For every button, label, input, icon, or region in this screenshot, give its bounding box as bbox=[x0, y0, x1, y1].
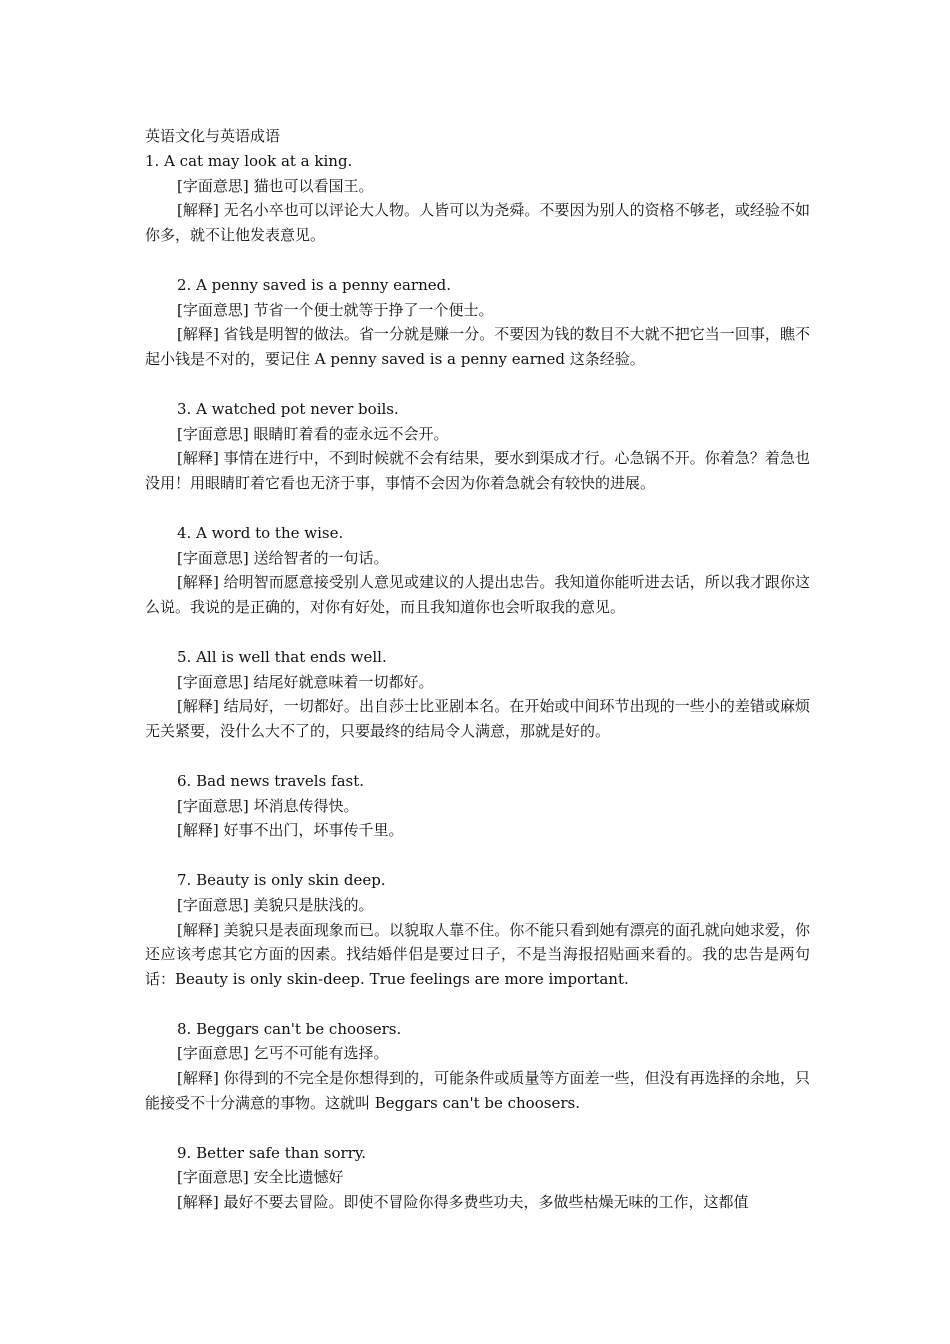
literal-meaning: [字面意思] 节省一个便士就等于挣了一个便士。 bbox=[177, 300, 494, 319]
document-page bbox=[145, 124, 810, 1215]
idiom-heading: 1. A cat may look at a king. bbox=[145, 151, 353, 170]
explanation: [解释] 最好不要去冒险。即使不冒险你得多费些功夫，多做些枯燥无味的工作，这都值 bbox=[177, 1193, 749, 1212]
idiom-heading: 3. A watched pot never boils. bbox=[177, 399, 399, 418]
literal-meaning: [字面意思] 美貌只是肤浅的。 bbox=[177, 895, 374, 914]
idiom-entry-8 bbox=[145, 1017, 810, 1116]
explanation: [解释] 好事不出门，坏事传千里。 bbox=[177, 821, 404, 840]
idiom-heading: 9. Better safe than sorry. bbox=[177, 1143, 367, 1162]
idiom-heading: 2. A penny saved is a penny earned. bbox=[177, 275, 451, 294]
idiom-heading: 7. Beauty is only skin deep. bbox=[177, 870, 386, 889]
explanation: [解释] 给明智而愿意接受别人意见或建议的人提出忠告。我知道你能听进去话，所以我才跟你这么说。我说的是正确的，对你有好处，而且我知道你也会听取我的意见。 bbox=[145, 573, 810, 617]
literal-meaning: [字面意思] 坏消息传得快。 bbox=[177, 796, 359, 815]
idiom-entry-6 bbox=[145, 769, 810, 843]
idiom-entry-5 bbox=[145, 645, 810, 744]
idiom-entry-3 bbox=[145, 397, 810, 496]
idiom-heading: 4. A word to the wise. bbox=[177, 523, 344, 542]
document-title: 英语文化与英语成语 bbox=[145, 127, 281, 145]
spacer bbox=[145, 744, 810, 769]
idiom-entry-9 bbox=[145, 1141, 810, 1215]
spacer bbox=[145, 1116, 810, 1141]
spacer bbox=[145, 843, 810, 868]
spacer bbox=[145, 496, 810, 521]
spacer bbox=[145, 372, 810, 397]
literal-meaning: [字面意思] 结尾好就意味着一切都好。 bbox=[177, 672, 434, 691]
idiom-heading: 8. Beggars can't be choosers. bbox=[177, 1019, 402, 1038]
idiom-heading: 6. Bad news travels fast. bbox=[177, 771, 365, 790]
explanation: [解释] 事情在进行中，不到时候就不会有结果，要水到渠成才行。心急锅不开。你着急？着急也没用！用眼睛盯着它看也无济于事，事情不会因为你着急就会有较快的进展。 bbox=[145, 449, 810, 493]
explanation: [解释] 省钱是明智的做法。省一分就是赚一分。不要因为钱的数目不大就不把它当一回事，瞧不起小钱是不对的，要记住 A penny saved is a penny earned 这条经验。 bbox=[145, 325, 810, 369]
idiom-entry-4 bbox=[145, 521, 810, 620]
explanation: [解释] 你得到的不完全是你想得到的，可能条件或质量等方面差一些，但没有再选择的余地，只能接受不十分满意的事物。这就叫 Beggars can't be choosers. bbox=[145, 1069, 810, 1113]
literal-meaning: [字面意思] 送给智者的一句话。 bbox=[177, 548, 389, 567]
idiom-heading: 5. All is well that ends well. bbox=[177, 647, 387, 666]
spacer bbox=[145, 620, 810, 645]
idiom-entry-2 bbox=[145, 273, 810, 372]
literal-meaning: [字面意思] 安全比遗憾好 bbox=[177, 1168, 344, 1187]
literal-meaning: [字面意思] 乞丐不可能有选择。 bbox=[177, 1044, 389, 1063]
explanation: [解释] 无名小卒也可以评论大人物。人皆可以为尧舜。不要因为别人的资格不够老，或经验不如你多，就不让他发表意见。 bbox=[145, 201, 810, 245]
idiom-entry-7 bbox=[145, 868, 810, 992]
spacer bbox=[145, 248, 810, 273]
explanation: [解释] 美貌只是表面现象而已。以貌取人靠不住。你不能只看到她有漂亮的面孔就向她求爱，你还应该考虑其它方面的因素。找结婚伴侣是要过日子，不是当海报招贴画来看的。我的忠告是两句话：Beauty is only skin-deep. True feelings are more important. bbox=[145, 920, 810, 989]
literal-meaning: [字面意思] 眼睛盯着看的壶永远不会开。 bbox=[177, 424, 449, 443]
explanation: [解释] 结局好，一切都好。出自莎士比亚剧本名。在开始或中间环节出现的一些小的差错或麻烦无关紧要，没什么大不了的，只要最终的结局令人满意，那就是好的。 bbox=[145, 697, 810, 741]
literal-meaning: [字面意思] 猫也可以看国王。 bbox=[177, 176, 374, 195]
idiom-entry-1 bbox=[145, 149, 810, 248]
spacer bbox=[145, 992, 810, 1017]
